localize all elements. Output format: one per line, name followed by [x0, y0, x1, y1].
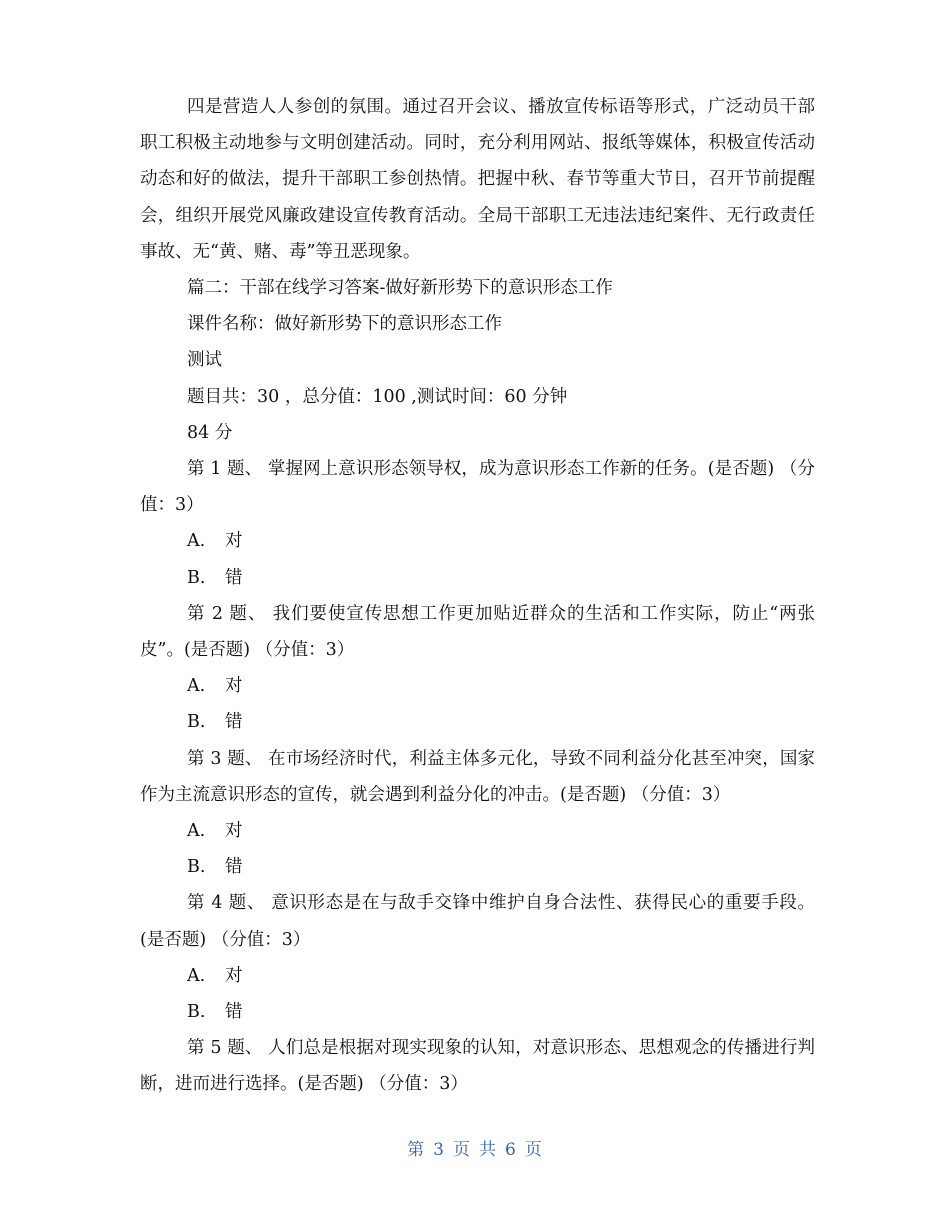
intro-paragraph: 四是营造人人参创的氛围。通过召开会议、播放宣传标语等形式，广泛动员干部职工积极主动地参与文明创建活动。同时，充分利用网站、报纸等媒体，积极宣传活动动态和好的做法，提升干部职工参创热情。把握中秋、春节等重大节日，召开节前提醒会，组织开展党风廉政建设宣传教育活动。全局干部职工无违法违纪案件、无行政责任事故、无“黄、赌、毒”等丑恶现象。 [140, 97, 815, 262]
test-score: 84 分 [187, 422, 233, 443]
option-a [140, 958, 815, 994]
footer-page-label: 第 [407, 1140, 426, 1160]
question-1 [140, 451, 815, 596]
option-value: 对 [225, 531, 243, 552]
option-b [140, 849, 815, 885]
option-key: B. [187, 567, 206, 588]
option-key: A. [187, 531, 206, 552]
question-2 [140, 596, 815, 741]
footer-page-unit: 页 [453, 1140, 471, 1160]
option-key: A. [187, 965, 206, 986]
option-a [140, 813, 815, 849]
course-name: 课件名称：做好新形势下的意识形态工作 [187, 314, 502, 335]
question-text: 第 3 题、 在市场经济时代，利益主体多元化，导致不同利益分化甚至冲突，国家作为主流意识形态的宣传，就会遇到利益分化的冲击。(是否题) （分值：3） [140, 748, 815, 805]
option-value: 对 [225, 965, 243, 986]
option-key: B. [187, 1002, 206, 1023]
question-text: 第 5 题、 人们总是根据对现实现象的认知，对意识形态、思想观念的传播进行判断，进而进行选择。(是否题) （分值：3） [140, 1038, 815, 1095]
option-a [140, 523, 815, 559]
question-text: 第 4 题、 意识形态是在与敌手交锋中维护自身合法性、获得民心的重要手段。(是否题) （分值：3） [140, 893, 815, 950]
option-value: 错 [225, 1002, 243, 1023]
footer-total-number: 6 [505, 1140, 517, 1160]
option-value: 错 [225, 712, 243, 733]
option-a [140, 668, 815, 704]
question-text: 第 2 题、 我们要使宣传思想工作更加贴近群众的生活和工作实际，防止“两张皮”。(是否题) （分值：3） [140, 603, 815, 661]
footer-total-label: 共 [479, 1140, 497, 1160]
option-key: A. [187, 821, 206, 842]
option-value: 对 [225, 676, 243, 697]
test-info: 题目共：30 ，总分值：100 ,测试时间：60 分钟 [187, 386, 568, 407]
question-4 [140, 885, 815, 1030]
test-label: 测试 [187, 350, 222, 371]
page-footer [0, 1135, 950, 1160]
option-value: 对 [225, 821, 243, 842]
option-key: B. [187, 712, 206, 733]
page-content [140, 89, 815, 1103]
section-title: 篇二：干部在线学习答案-做好新形势下的意识形态工作 [187, 278, 613, 299]
option-value: 错 [225, 567, 243, 588]
option-key: B. [187, 857, 206, 878]
footer-page-number: 3 [433, 1140, 445, 1160]
option-b [140, 994, 815, 1030]
footer-total-unit: 页 [524, 1140, 543, 1160]
option-key: A. [187, 676, 206, 697]
option-b [140, 560, 815, 596]
question-5 [140, 1030, 815, 1102]
option-value: 错 [225, 857, 243, 878]
question-text: 第 1 题、 掌握网上意识形态领导权，成为意识形态工作新的任务。(是否题) （分值：3） [140, 459, 815, 516]
option-b [140, 704, 815, 740]
question-3 [140, 741, 815, 886]
